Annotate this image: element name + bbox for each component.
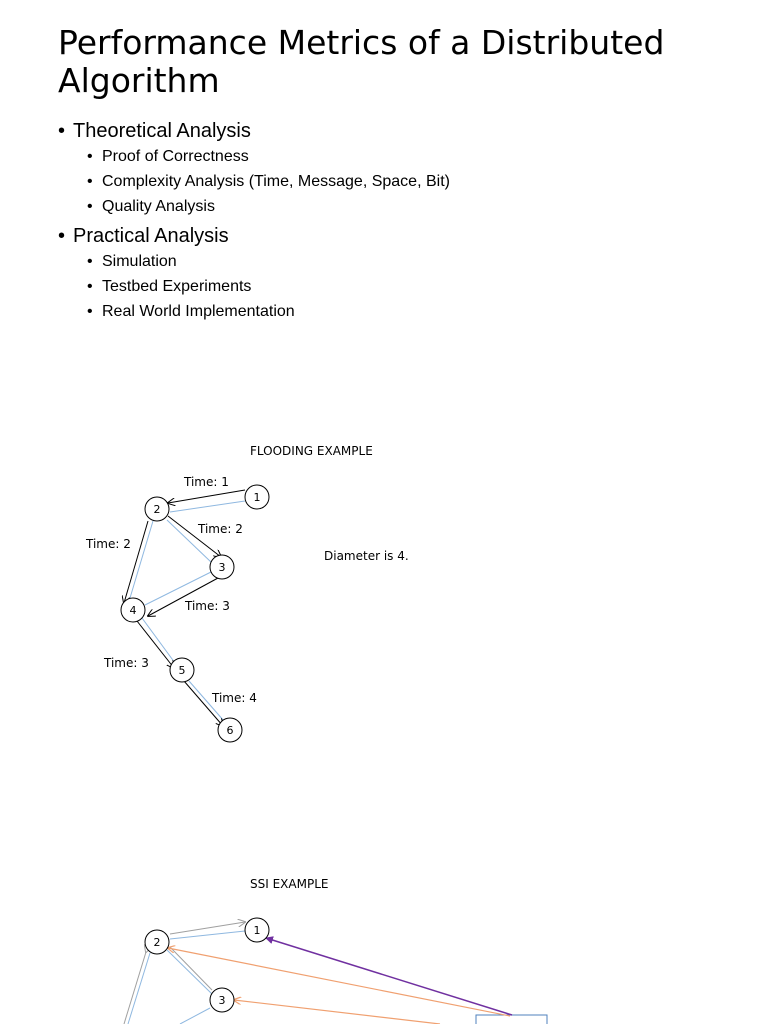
ssi-nodes xyxy=(145,918,269,1012)
bullet-icon: • xyxy=(87,253,93,270)
edge-label: Time: 3 xyxy=(185,599,230,613)
ssi-diagram xyxy=(124,877,547,1024)
bullet-icon: • xyxy=(87,173,93,190)
sub-bullet-item: • Quality Analysis xyxy=(58,194,738,219)
ssi-edge xyxy=(234,1000,440,1024)
flooding-diagram xyxy=(85,444,409,742)
edge-label: Time: 1 xyxy=(184,475,229,489)
bullet-icon: • xyxy=(87,148,93,165)
ssi-title: SSI EXAMPLE xyxy=(250,877,329,891)
sub-bullet-item: • Complexity Analysis (Time, Message, Space, Bit) xyxy=(58,169,738,194)
ssi-edge xyxy=(124,952,146,1024)
ssi-edge xyxy=(266,938,512,1015)
diameter-note: Diameter is 4. xyxy=(324,549,409,563)
flooding-title: FLOODING EXAMPLE xyxy=(250,444,373,458)
node-label: 6 xyxy=(226,724,234,737)
node-label: 2 xyxy=(153,503,161,516)
ssi-edge xyxy=(180,1008,210,1024)
bullet-item: • Theoretical Analysis xyxy=(58,120,251,142)
node-label: 2 xyxy=(153,936,161,949)
ssi-edge xyxy=(128,953,150,1024)
robot-box xyxy=(476,1015,547,1024)
bullet-icon: • xyxy=(87,198,93,215)
node-label: 1 xyxy=(253,924,261,937)
node-label: 3 xyxy=(218,994,226,1007)
bullet-item: • Practical Analysis xyxy=(58,225,229,247)
bullet-icon: • xyxy=(87,303,93,320)
edge-label: Time: 2 xyxy=(198,522,243,536)
sub-bullet-item: • Testbed Experiments xyxy=(58,274,738,299)
node-label: 4 xyxy=(129,604,137,617)
edge-label: Time: 4 xyxy=(212,691,257,705)
slide-title: Performance Metrics of a Distributed Algorithm xyxy=(58,23,665,100)
sub-bullet-item: • Proof of Correctness xyxy=(58,144,738,169)
edge-label: Time: 2 xyxy=(86,537,131,551)
node-label: 3 xyxy=(218,561,226,574)
ssi-edge xyxy=(170,947,212,990)
ssi-edge xyxy=(167,950,212,994)
bullet-icon: • xyxy=(58,225,66,247)
bullet-icon: • xyxy=(87,278,93,295)
node-label: 1 xyxy=(253,491,261,504)
bullet-icon: • xyxy=(58,120,66,142)
edge-label: Time: 3 xyxy=(104,656,149,670)
sub-bullet-item: • Simulation xyxy=(58,249,738,274)
node-label: 5 xyxy=(178,664,186,677)
ssi-node-labels xyxy=(154,924,261,1007)
sub-bullet-item: • Real World Implementation xyxy=(58,299,738,324)
